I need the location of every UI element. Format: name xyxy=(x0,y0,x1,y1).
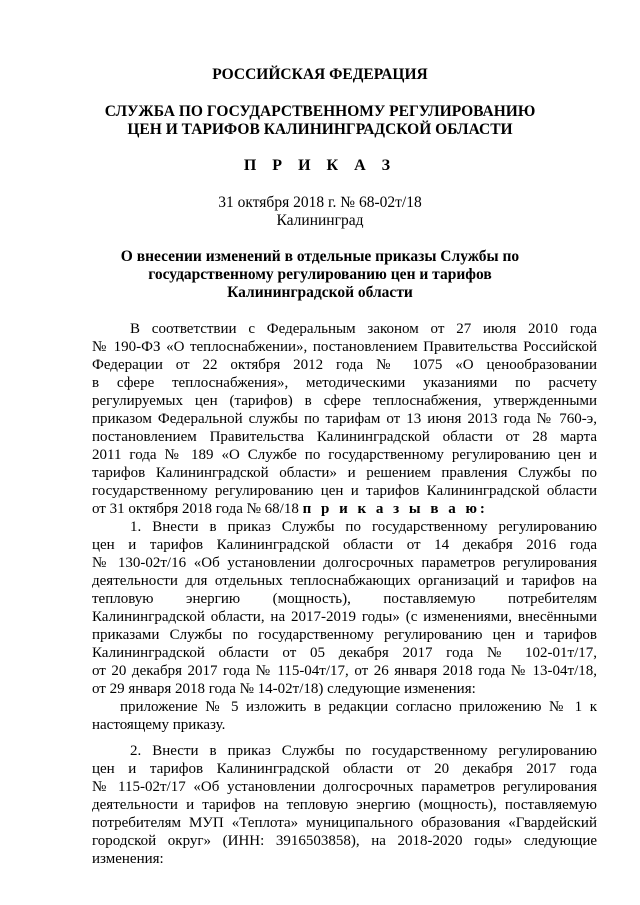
item1-line: Калининградской области от 05 декабря 2017 года № 102-01т/17, xyxy=(92,645,597,661)
item1-line: от 20 декабря 2017 года № 115-04т/17, от 26 января 2018 года № 13-04т/18, xyxy=(92,663,597,679)
date-and-number: 31 октября 2018 г. № 68-02т/18 xyxy=(218,194,422,211)
item1-line: от 29 января 2018 года № 14-02т/18) следующие изменения: xyxy=(92,681,476,697)
item1-subclause-line: настоящему приказу. xyxy=(92,717,226,733)
preamble-line: в сфере теплоснабжения», методическими указаниями по расчету xyxy=(92,375,597,391)
subject-line3: Калининградской области xyxy=(227,284,413,301)
subject-line1: О внесении изменений в отдельные приказы Службы по xyxy=(120,248,520,265)
preamble-last-line xyxy=(92,500,597,518)
agency-heading-line2: ЦЕН И ТАРИФОВ КАЛИНИНГРАДСКОЙ ОБЛАСТИ xyxy=(127,121,513,138)
preamble-line: тарифов Калининградской области» и решением правления Службы по xyxy=(92,465,597,481)
item2-line: изменения: xyxy=(92,851,164,867)
item2-line: потребителям МУП «Теплота» муниципального образования «Гвардейский xyxy=(92,815,597,831)
item2-line: № 115-02т/17 «Об установлении долгосрочных параметров регулирования xyxy=(92,779,597,795)
item1-line: Калининградской области, на 2017-2019 годы» (с изменениями, внесёнными xyxy=(92,609,597,625)
item1-line: 1. Внести в приказ Службы по государственному регулированию xyxy=(130,519,597,535)
preamble-line: № 190-ФЗ «О теплоснабжении», постановлением Правительства Российской xyxy=(92,339,597,355)
preamble-line: государственному регулированию цен и тарифов Калининградской области xyxy=(92,483,597,499)
preamble-line: регулируемых цен (тарифов) в сфере теплоснабжения, утвержденными xyxy=(92,393,597,409)
item2-line: деятельности и тарифов на тепловую энергию (мощность), поставляемую xyxy=(92,797,597,813)
preamble-line: 2011 года № 189 «О Службе по государственному регулированию цен и xyxy=(92,447,597,463)
country-heading: РОССИЙСКАЯ ФЕДЕРАЦИЯ xyxy=(212,66,428,83)
item1-subclause-line: приложение № 5 изложить в редакции согласно приложению № 1 к xyxy=(120,699,597,715)
item2-line: городской округ» (ИНН: 3916503858), на 2018-2020 годы» следующие xyxy=(92,833,597,849)
preamble-line: Федерации от 22 октября 2012 года № 1075 «О ценообразовании xyxy=(92,357,597,373)
item1-line: № 130-02т/16 «Об установлении долгосрочных параметров регулирования xyxy=(92,555,597,571)
subject-line2: государственному регулированию цен и тарифов xyxy=(148,266,492,283)
agency-heading-line1: СЛУЖБА ПО ГОСУДАРСТВЕННОМУ РЕГУЛИРОВАНИЮ xyxy=(104,103,536,120)
item2-line: цен и тарифов Калининградской области от 20 декабря 2017 года xyxy=(92,761,597,777)
document-type-title: П Р И К А З xyxy=(243,157,397,174)
preamble-line: В соответствии с Федеральным законом от 27 июля 2010 года xyxy=(130,321,597,337)
item1-line: деятельности для отдельных теплоснабжающих организаций и тарифов на xyxy=(92,573,597,589)
item2-line: 2. Внести в приказ Службы по государственному регулированию xyxy=(130,743,597,759)
preamble-line: приказом Федеральной службы по тарифам от 13 июня 2013 года № 760-э, xyxy=(92,411,597,427)
preamble-line: постановлением Правительства Калининградской области от 28 марта xyxy=(92,429,597,445)
city: Калининград xyxy=(276,212,364,229)
item1-line: тепловую энергию (мощность), поставляемую потребителям xyxy=(92,591,597,607)
item1-line: приказами Службы по государственному регулированию цен и тарифов xyxy=(92,627,597,643)
item1-line: цен и тарифов Калининградской области от 14 декабря 2016 года xyxy=(92,537,597,553)
decision-reference: от 31 октября 2018 года № 68/18 xyxy=(92,501,299,517)
orders-word: п р и к а з ы в а ю: xyxy=(302,501,488,517)
